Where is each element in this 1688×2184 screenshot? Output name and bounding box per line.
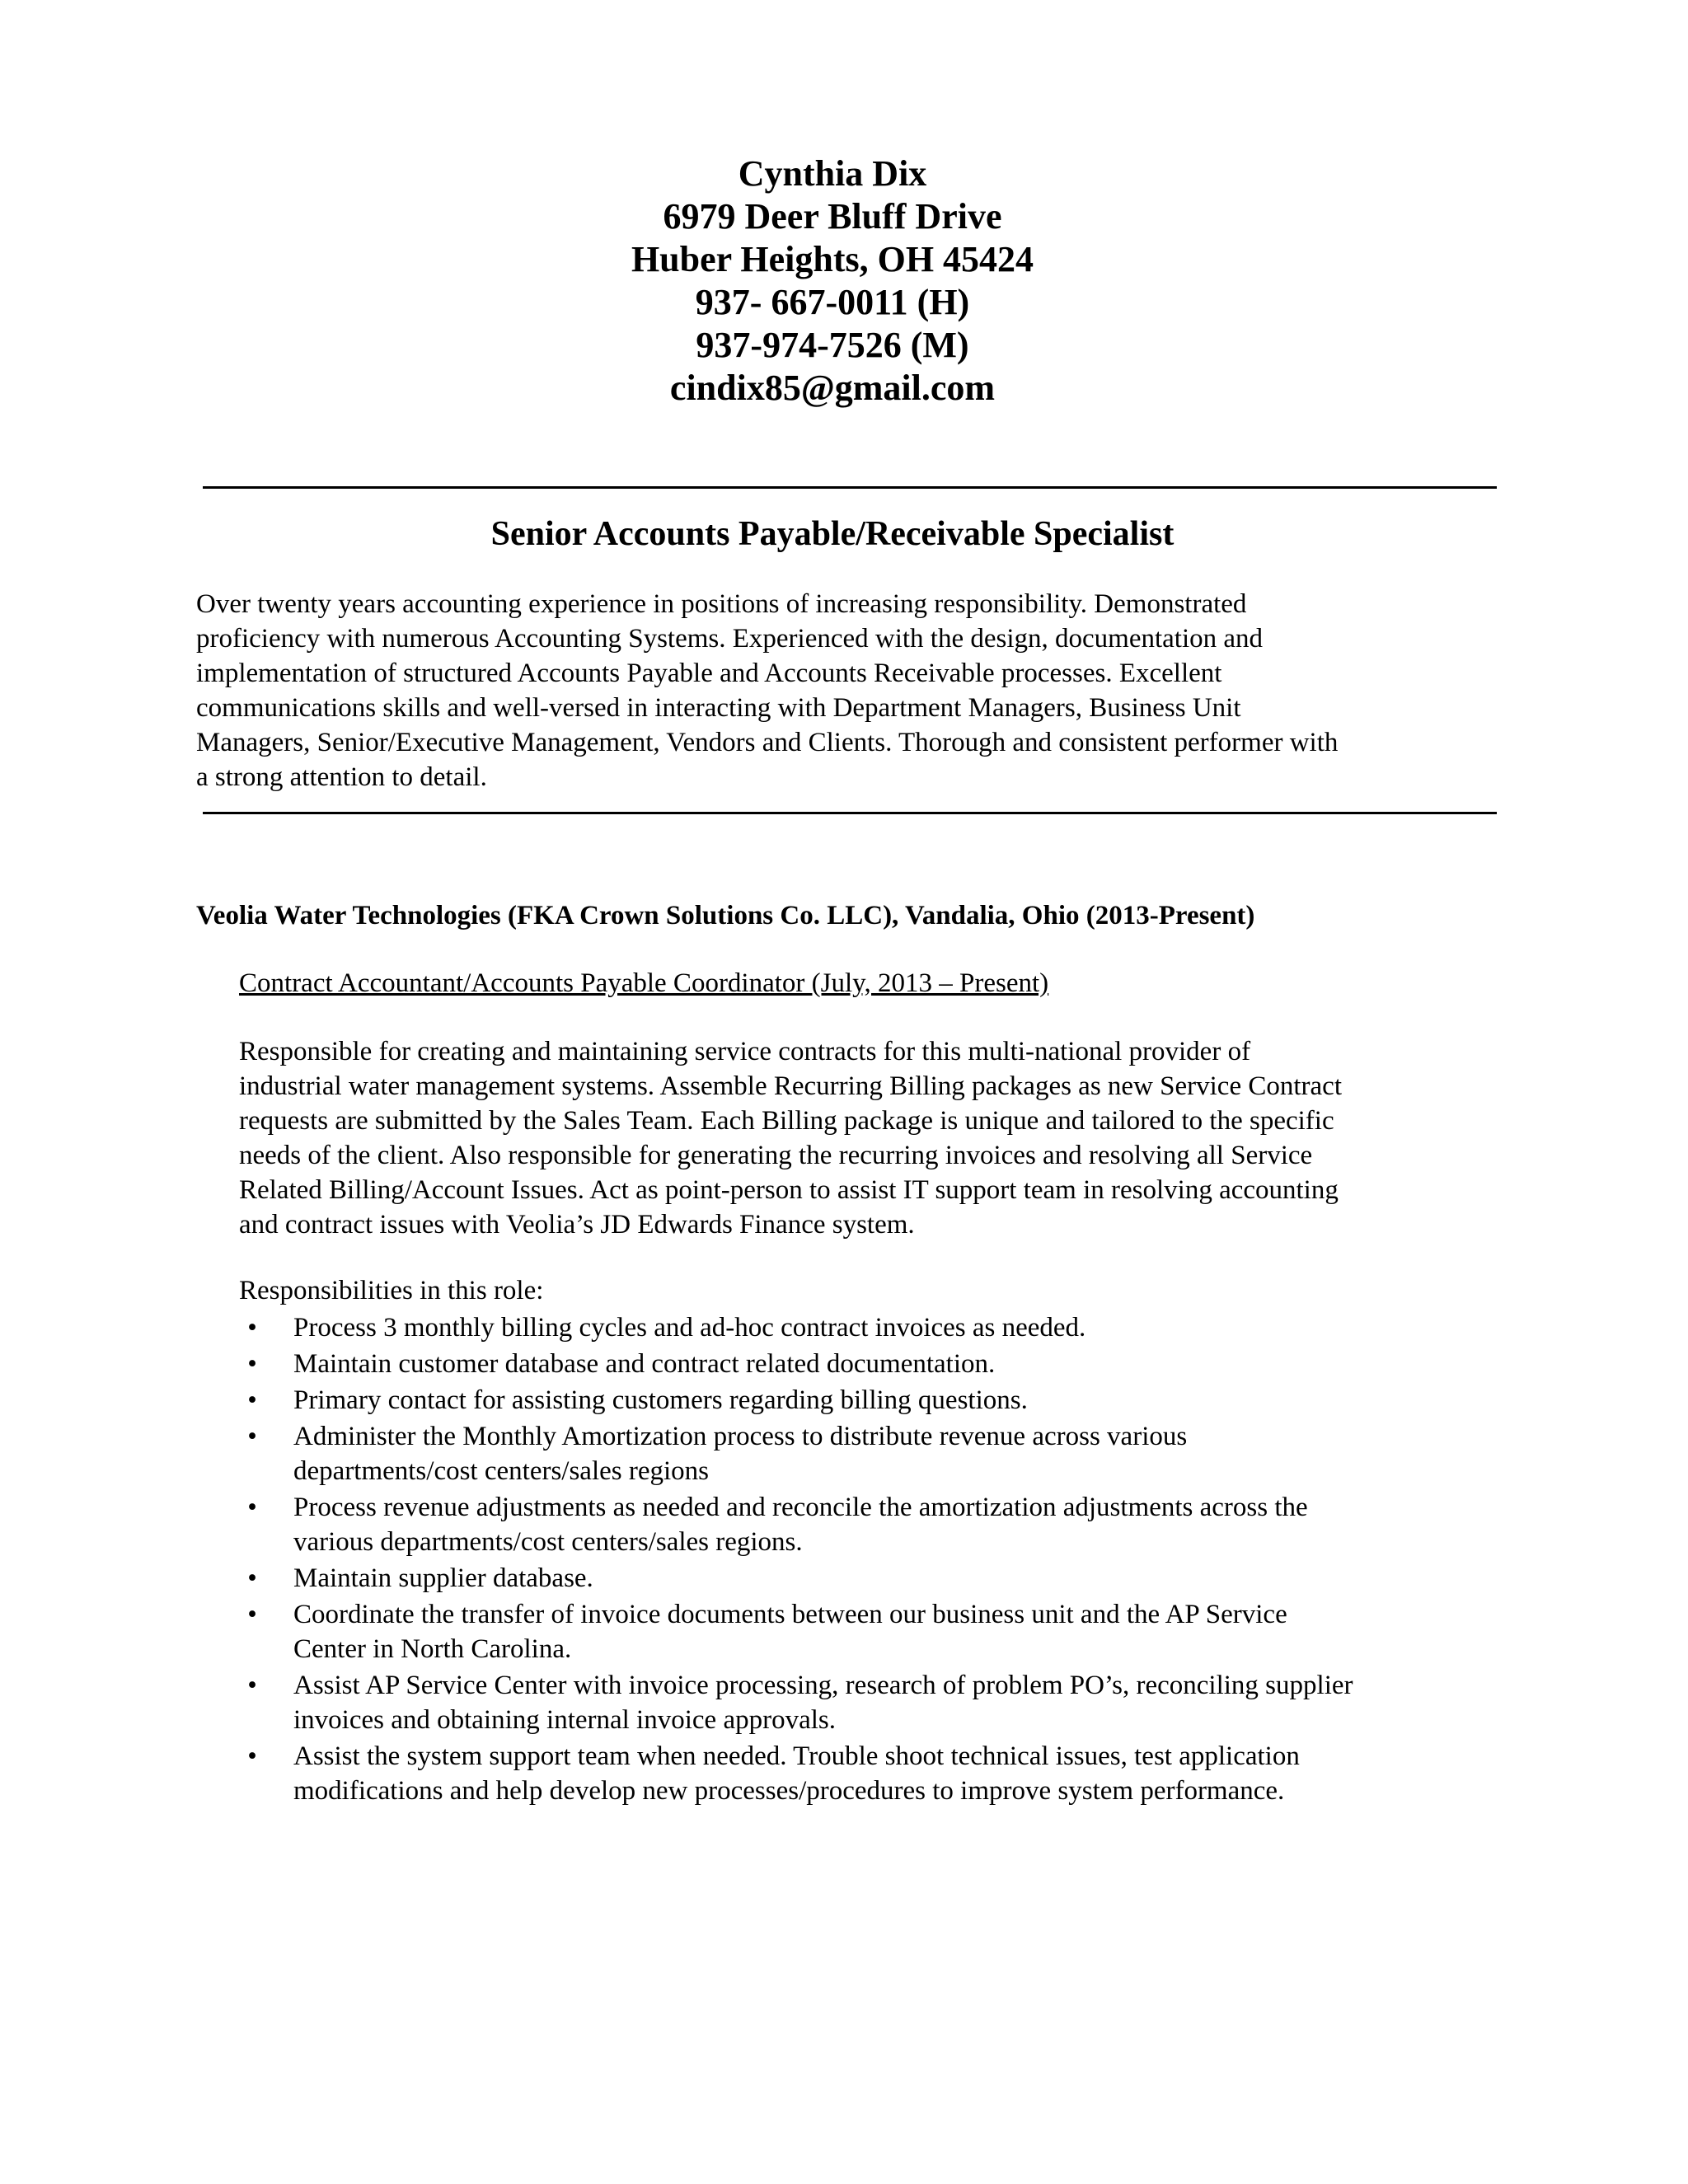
list-item-text: Maintain customer database and contract related documentation.	[293, 1349, 996, 1379]
bullet-icon: •	[247, 1493, 257, 1522]
responsibilities-label: Responsibilities in this role:	[239, 1276, 544, 1305]
bullet-icon: •	[247, 1600, 257, 1629]
list-item-text: modifications and help develop new processes/procedures to improve system performance.	[293, 1776, 1285, 1806]
summary-line: a strong attention to detail.	[196, 762, 487, 792]
description-line: requests are submitted by the Sales Team. Each Billing package is unique and tailored to the specific	[239, 1106, 1334, 1136]
home-phone: 937- 667-0011 (H)	[695, 282, 970, 322]
email-address: cindix85@gmail.com	[669, 368, 996, 408]
description-line: industrial water management systems. Assemble Recurring Billing packages as new Service Contract	[239, 1071, 1342, 1101]
list-item-text: Maintain supplier database.	[293, 1563, 593, 1593]
bullet-icon: •	[247, 1563, 257, 1593]
description-line: Responsible for creating and maintaining service contracts for this multi-national provider of	[239, 1037, 1251, 1066]
list-item-text: various departments/cost centers/sales regions.	[293, 1527, 803, 1557]
list-item	[239, 1668, 1525, 1737]
list-item	[239, 1310, 1525, 1345]
bullet-icon: •	[247, 1741, 257, 1771]
bullet-icon: •	[247, 1385, 257, 1415]
list-item	[239, 1739, 1525, 1808]
description-line: and contract issues with Veolia’s JD Edwards Finance system.	[239, 1210, 915, 1240]
list-item	[239, 1597, 1525, 1666]
employer-heading: Veolia Water Technologies (FKA Crown Solutions Co. LLC), Vandalia, Ohio (2013-Present)	[196, 901, 1255, 930]
professional-summary	[196, 587, 1515, 794]
list-item	[239, 1490, 1525, 1559]
list-item-text: Assist the system support team when needed. Trouble shoot technical issues, test application	[293, 1741, 1300, 1771]
list-item-text: Process revenue adjustments as needed and reconcile the amortization adjustments across the	[293, 1493, 1308, 1522]
list-item-text: departments/cost centers/sales regions	[293, 1456, 710, 1486]
list-item	[239, 1419, 1525, 1488]
list-item	[239, 1383, 1525, 1418]
summary-line: communications skills and well-versed in interacting with Department Managers, Business Unit	[196, 693, 1241, 723]
bottom-divider	[203, 812, 1497, 814]
bullet-icon: •	[247, 1313, 257, 1343]
list-item-text: Assist AP Service Center with invoice processing, research of problem PO’s, reconciling supplier	[293, 1671, 1353, 1700]
description-line: needs of the client. Also responsible for generating the recurring invoices and resolving all Service	[239, 1141, 1313, 1170]
top-divider	[203, 486, 1497, 489]
professional-title: Senior Accounts Payable/Receivable Specialist	[490, 515, 1175, 553]
summary-line: Managers, Senior/Executive Management, Vendors and Clients. Thorough and consistent performer with	[196, 728, 1339, 757]
summary-line: Over twenty years accounting experience in positions of increasing responsibility. Demonstrated	[196, 589, 1247, 619]
list-item	[239, 1561, 1525, 1596]
bullet-icon: •	[247, 1422, 257, 1451]
list-item-text: Administer the Monthly Amortization process to distribute revenue across various	[293, 1422, 1188, 1451]
list-item-text: Coordinate the transfer of invoice documents between our business unit and the AP Service	[293, 1600, 1287, 1629]
mobile-phone: 937-974-7526 (M)	[696, 325, 969, 365]
bullet-icon: •	[247, 1671, 257, 1700]
candidate-name: Cynthia Dix	[738, 153, 927, 194]
street-address: 6979 Deer Bluff Drive	[663, 196, 1002, 237]
city-state-zip: Huber Heights, OH 45424	[631, 239, 1034, 279]
description-line: Related Billing/Account Issues. Act as point-person to assist IT support team in resolving accounting	[239, 1175, 1339, 1205]
list-item	[239, 1347, 1525, 1381]
list-item-text: Process 3 monthly billing cycles and ad-hoc contract invoices as needed.	[293, 1313, 1086, 1343]
list-item-text: Primary contact for assisting customers regarding billing questions.	[293, 1385, 1028, 1415]
responsibilities-list	[239, 1310, 1525, 1810]
list-item-text: invoices and obtaining internal invoice approvals.	[293, 1705, 836, 1735]
role-description	[239, 1034, 1517, 1242]
bullet-icon: •	[247, 1349, 257, 1379]
summary-line: implementation of structured Accounts Payable and Accounts Receivable processes. Excellent	[196, 658, 1222, 688]
contact-header	[0, 152, 1665, 410]
summary-line: proficiency with numerous Accounting Systems. Experienced with the design, documentation and	[196, 624, 1264, 654]
job-role-title: Contract Accountant/Accounts Payable Coordinator (July, 2013 – Present)	[239, 968, 1049, 998]
list-item-text: Center in North Carolina.	[293, 1634, 572, 1664]
